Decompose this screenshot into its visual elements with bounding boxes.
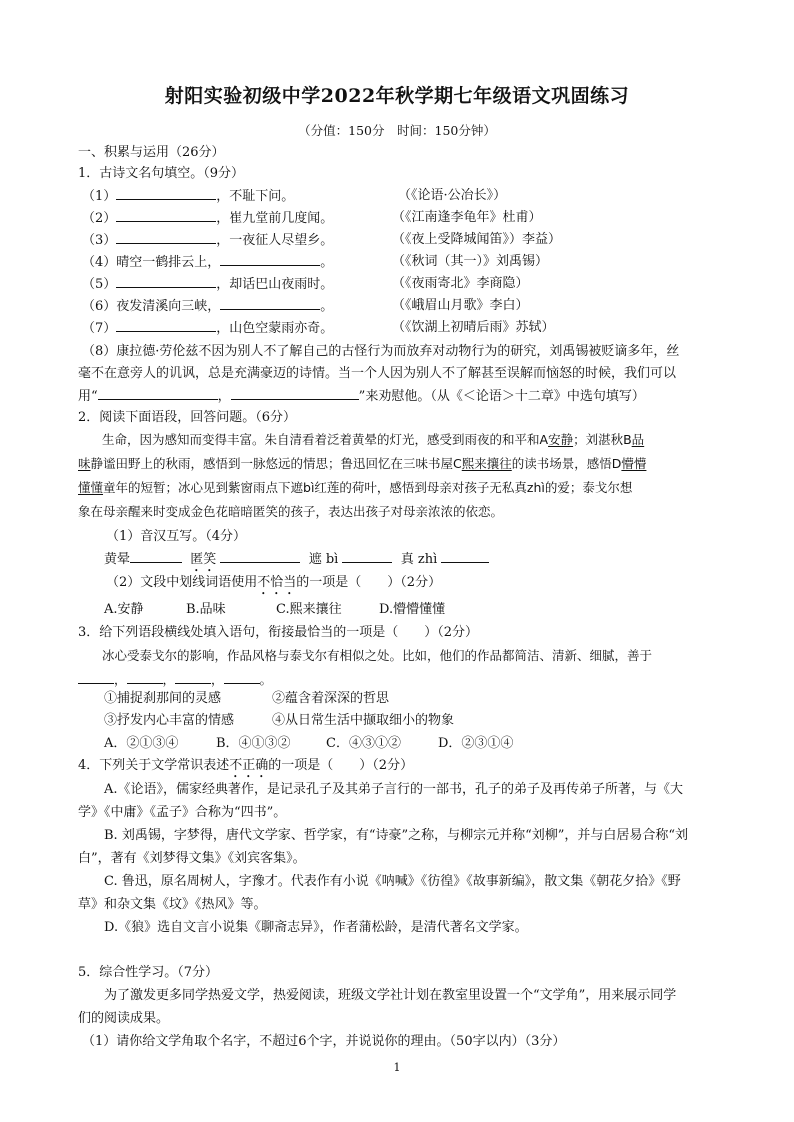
answer-blank[interactable] [220,252,320,266]
answer-blank[interactable] [127,670,163,684]
answer-blank[interactable] [175,670,211,684]
q4-option-c-line1: C. 鲁迅，原名周树人，字豫才。代表作有小说《呐喊》《彷徨》《故事新编》，散文集《朝花夕拾》《野 [104,874,681,889]
q1-item-2: （2） ，崔九堂前几度闻。 [82,208,333,229]
q2-sub2-options [104,600,445,620]
q2-passage-line4: 象在母亲醒来时变成金色花暗暗匿笑的孩子，表达出孩子对母亲浓浓的依恋。 [78,504,504,519]
answer-blank[interactable] [342,549,392,563]
section-heading: 一、积累与运用（26分） [78,145,225,160]
answer-blank[interactable] [116,318,216,332]
q1-item-8-line1: （8）康拉德·劳伦兹不因为别人不了解自己的古怪行为而放弃对动物行为的研究，刘禹锡被贬谪多年，丝 [82,344,680,359]
q1-item-5-source: （《夜雨寄北》李商隐） [392,276,529,291]
q4-heading: 4．下列关于文学常识表述不正确的一项是（ ）（2分） [78,758,414,773]
q1-item-8-line3: 用“ ， ”来劝慰他。（从《＜论语＞十二章》中选句填写） [78,386,645,407]
answer-blank[interactable] [116,274,216,288]
answer-blank[interactable] [224,670,260,684]
answer-blank[interactable] [130,549,182,563]
q1-item-5: （5） ，却话巴山夜雨时。 [82,274,333,295]
q5-intro-line2: 们的阅读成果。 [78,1011,170,1026]
option-d[interactable]: D．②③①④ [438,736,514,751]
q1-item-6: （6）夜发清溪向三峡， 。 [82,296,333,317]
option-c[interactable]: C．④③①② [326,736,401,751]
q1-item-6-source: （《峨眉山月歌》李白） [392,298,529,313]
q1-item-3: （3） ，一夜征人尽望乡。 [82,230,333,251]
option-b[interactable]: B．④①③② [216,736,291,751]
answer-blank[interactable] [220,296,320,310]
q4-option-b-line1: B. 刘禹锡，字梦得，唐代文学家、哲学家，有“诗豪”之称，与柳宗元并称“刘柳”，并与白居易合称“刘 [104,828,689,843]
answer-blank[interactable] [231,386,359,400]
q2-heading: 2．阅读下面语段，回答问题。（6分） [78,410,297,425]
q2-sub1-words: 黄晕 匿笑 遮 bì 真 zhì [104,549,489,575]
option-a[interactable]: A.安静 [104,602,144,617]
option-b[interactable]: B.品味 [186,602,226,617]
page-number: 1 [393,1061,401,1074]
q3-heading: 3．给下列语段横线处填入语句，衔接最恰当的一项是（ ）（2分） [78,625,479,640]
q1-item-4-source: （《秋词（其一）》刘禹锡） [392,254,549,269]
q1-item-7: （7） ，山色空蒙雨亦奇。 [82,318,333,339]
q3-passage-line2: ， ， ， 。 [78,670,272,690]
q1-item-1: （1） ，不耻下问。 [82,186,294,207]
q4-option-b-line2: 白”，著有《刘梦得文集》《刘宾客集》。 [78,851,306,866]
q1-item-4: （4）晴空一鹤排云上， 。 [82,252,333,273]
q4-option-a-line1: A.《论语》，儒家经典著作，是记录孔子及其弟子言行的一部书，孔子的弟子及再传弟子所著，与《大 [104,782,684,797]
page-title: 射阳实验初级中学2022年秋学期七年级语文巩固练习 [164,85,630,107]
q4-option-c-line2: 草》和杂文集《坟》《热风》等。 [78,897,267,912]
q1-item-3-source: （《夜上受降城闻笛》）李益） [392,232,562,247]
answer-blank[interactable] [441,549,489,563]
q2-sub1-heading: （1）音汉互写。（4分） [106,529,247,544]
q1-item-2-source: （《江南逢李龟年》杜甫） [392,210,542,225]
q2-passage-line1: 生命，因为感知而变得丰富。朱自清看着泛着黄晕的灯光，感受到雨夜的和平和A安静；刘湛秋B品 [102,432,645,447]
q1-item-1-source: （《论语·公冶长》） [398,188,507,203]
answer-blank[interactable] [98,386,218,400]
q4-option-d: D.《狼》选自文言小说集《聊斋志异》，作者蒲松龄，是清代著名文学家。 [104,920,528,935]
q1-item-8-line2: 毫不在意旁人的讥讽，总是充满豪迈的诗情。当一个人因为别人不了解甚至误解而恼怒的时候，我们可以 [78,366,677,381]
q5-heading: 5．综合性学习。（7分） [78,965,219,980]
q2-passage-line3: 懂懂童年的短暂；冰心见到紫窗雨点下遮bì红莲的荷叶，感悟到母亲对孩子无私真zhì的爱；泰戈尔想 [78,480,633,495]
q1-item-7-source: （《饮湖上初晴后雨》苏轼） [392,320,555,335]
option-c[interactable]: C.熙来攘往 [276,602,342,617]
option-a[interactable]: A．②①③④ [104,736,179,751]
answer-blank[interactable] [220,549,300,563]
q3-choices-row1: ①捕捉刹那间的灵感 ②蕴含着深深的哲思 [104,691,390,706]
score-time-info: （分值：150分 时间：150分钟） [298,123,496,138]
q5-intro-line1: 为了激发更多同学热爱文学，热爱阅读，班级文学社计划在教室里设置一个“文学角”，用来展示同学 [104,988,677,1003]
q3-choices-row2: ③抒发内心丰富的情感 ④从日常生活中撷取细小的物象 [104,713,455,728]
q5-sub1-heading: （1）请你给文学角取个名字，不超过6个字，并说说你的理由。（50字以内）（3分） [82,1034,566,1049]
q3-options [104,734,513,754]
answer-blank[interactable] [78,670,114,684]
q4-option-a-line2: 学》《中庸》《孟子》合称为“四书”。 [78,805,287,820]
q3-passage-line1: 冰心受泰戈尔的影响，作品风格与泰戈尔有相似之处。比如，他们的作品都简洁、清新、细腻，善于 [102,648,653,663]
answer-blank[interactable] [116,230,216,244]
answer-blank[interactable] [116,208,216,222]
q2-sub2-heading: （2）文段中划线词语使用不恰当的一项是（ ）（2分） [106,575,442,590]
answer-blank[interactable] [116,186,216,200]
q1-heading: 1．古诗文名句填空。（9分） [78,166,245,181]
q2-passage-line2: 味静谧田野上的秋雨，感悟到一脉悠远的情思；鲁迅回忆在三味书屋C熙来攘往的读书场景，感悟D懵懵 [78,456,647,471]
option-d[interactable]: D.懵懵懂懂 [379,602,446,617]
